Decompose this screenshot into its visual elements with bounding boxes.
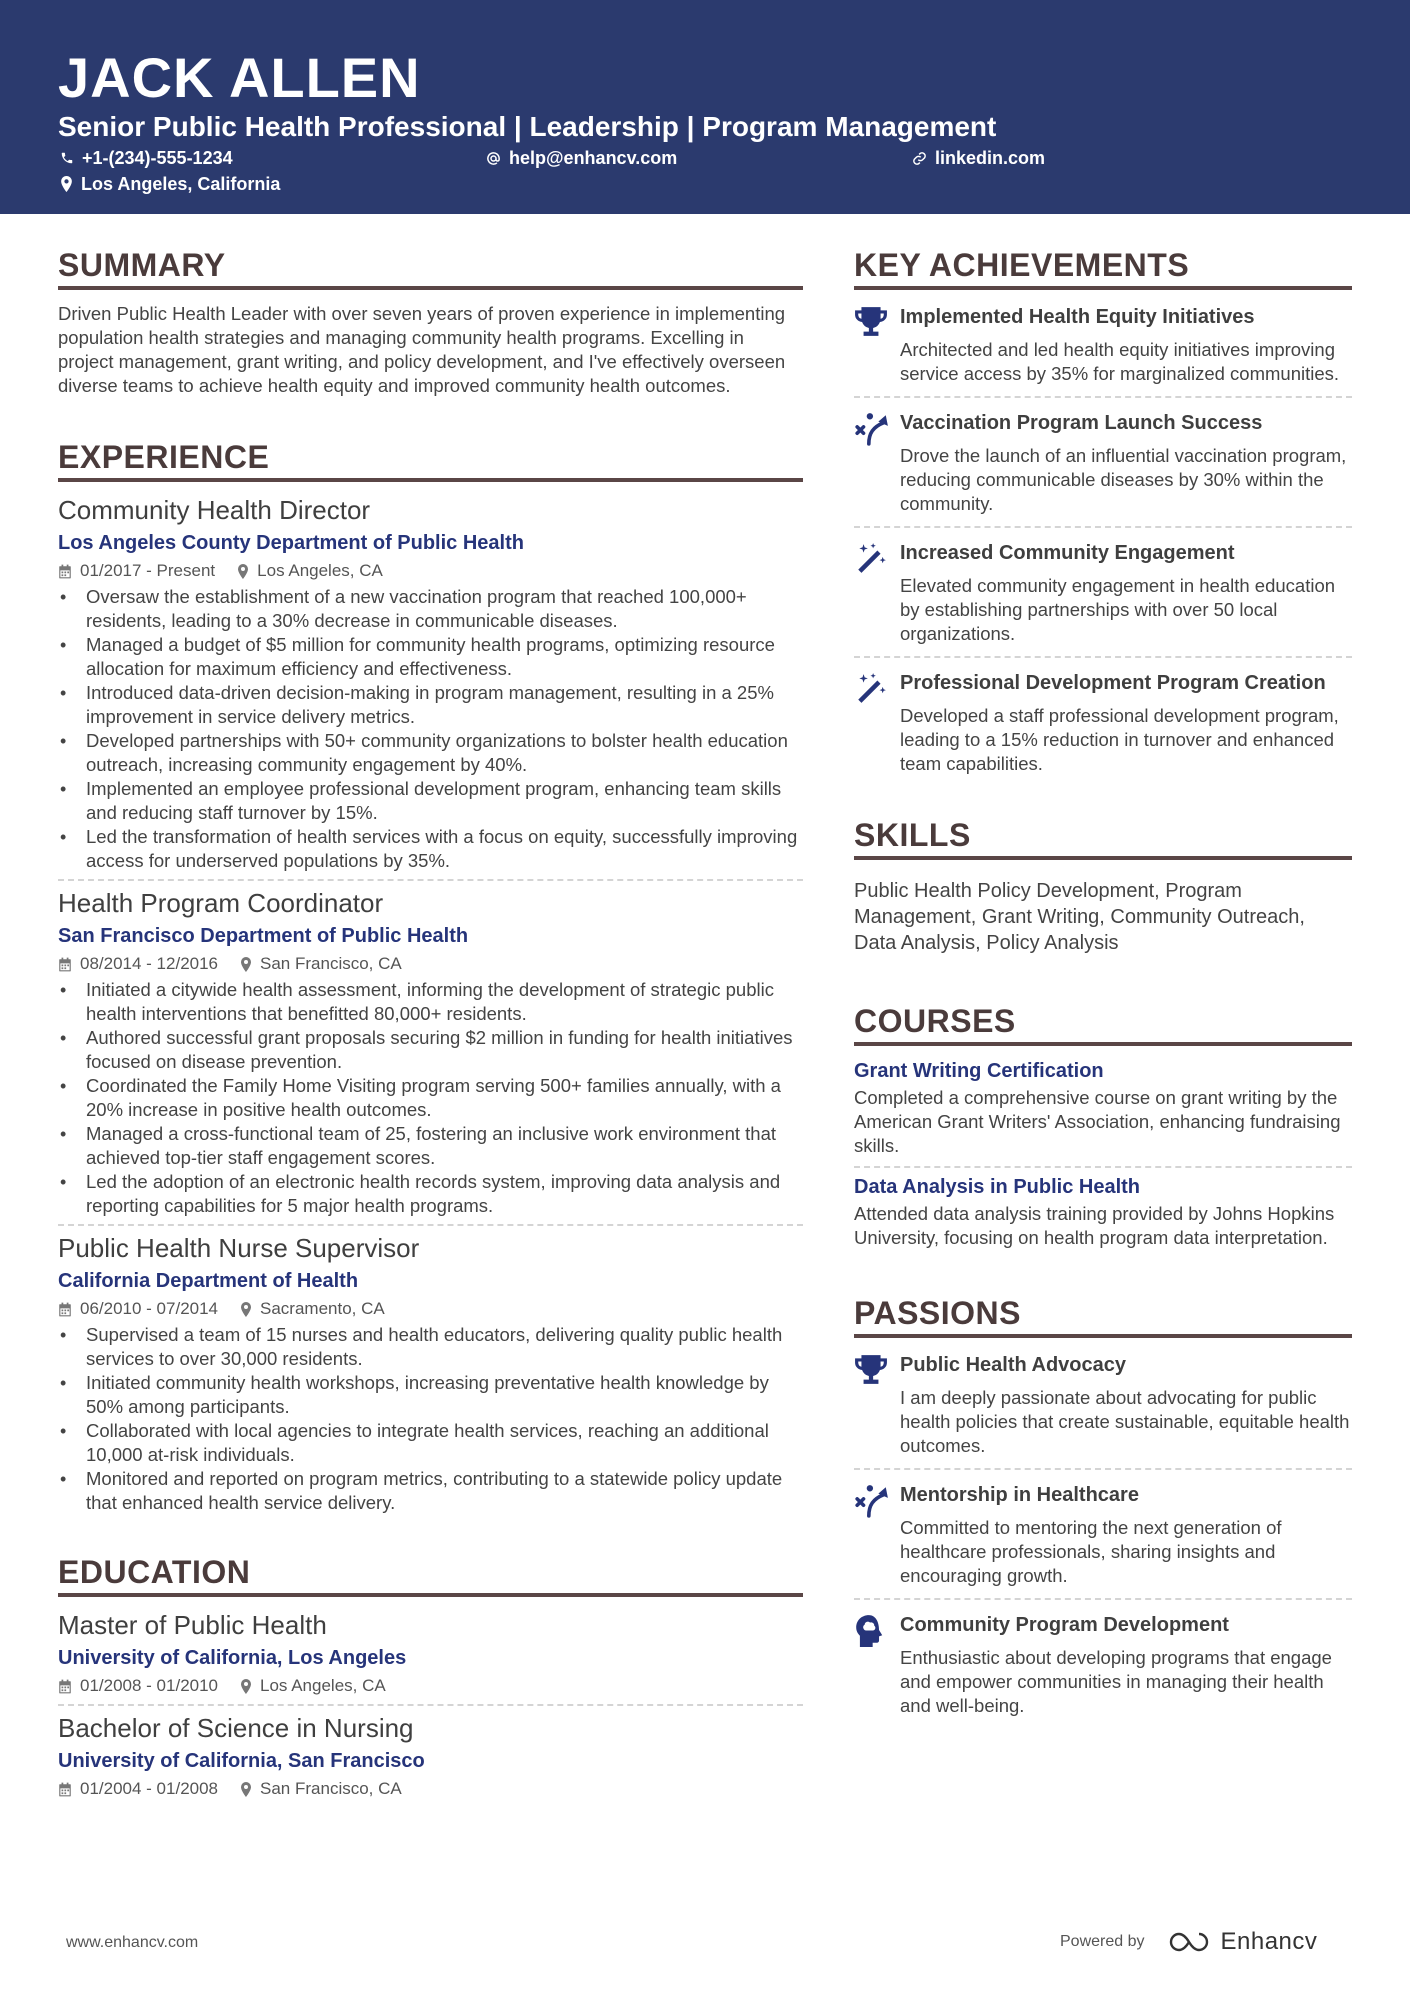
passion-title: Community Program Development — [900, 1614, 1229, 1636]
job-title: Public Health Nurse Supervisor — [58, 1233, 420, 1263]
experience-entry — [58, 494, 803, 873]
degree-title: Bachelor of Science in Nursing — [58, 1713, 414, 1743]
summary-heading: SUMMARY — [58, 246, 803, 290]
brand-logo[interactable] — [1169, 1928, 1318, 1956]
bullet-item: • Monitored and reported on program metrics, contributing to a statewide policy update that enhanced health service delivery. — [58, 1467, 803, 1515]
achievement-item — [854, 292, 1352, 398]
school-name: University of California, San Francisco — [58, 1750, 425, 1772]
calendar-icon — [58, 1679, 72, 1694]
achievement-text: Architected and led health equity initiatives improving service access by 35% for marginalized communities. — [900, 339, 1340, 384]
education-dates: 01/2008 - 01/2010 — [80, 1676, 219, 1695]
education-meta — [58, 1674, 803, 1698]
passions-list — [854, 1340, 1352, 1728]
bullet-item: • Managed a budget of $5 million for community health programs, optimizing resource allocation for maximum efficiency and effectiveness. — [58, 633, 803, 681]
job-bullets — [58, 1323, 803, 1515]
course-title: Grant Writing Certification — [854, 1060, 1104, 1082]
divider — [58, 879, 803, 881]
achievement-item — [854, 398, 1352, 528]
skills-text: Public Health Policy Development, Program Management, Grant Writing, Community Outreach, Data Analysis, Policy Analysis — [854, 880, 1305, 954]
bullet-item: • Supervised a team of 15 nurses and health educators, delivering quality public health services to over 30,000 residents. — [58, 1323, 803, 1371]
job-location: Sacramento, CA — [260, 1299, 385, 1318]
bullet-item: • Developed partnerships with 50+ community organizations to bolster health education outreach, increasing community engagement by 40%. — [58, 729, 803, 777]
left-column — [58, 246, 803, 1801]
job-location: San Francisco, CA — [260, 954, 402, 973]
bullet-item: • Led the transformation of health services with a focus on equity, successfully improving access for underserved populations by 35%. — [58, 825, 803, 873]
trophy-icon — [854, 306, 888, 338]
bullet-item: • Initiated community health workshops, increasing preventative health knowledge by 50% among participants. — [58, 1371, 803, 1419]
calendar-icon — [58, 1782, 72, 1797]
job-title: Community Health Director — [58, 495, 371, 525]
contact-phone[interactable] — [60, 146, 233, 170]
bullet-item: • Led the adoption of an electronic health records system, improving data analysis and reporting capabilities for 5 major health programs. — [58, 1170, 803, 1218]
achievement-title: Increased Community Engagement — [900, 542, 1235, 564]
company-name: Los Angeles County Department of Public Health — [58, 532, 524, 554]
at-icon — [486, 151, 501, 166]
location-text: Los Angeles, California — [81, 174, 281, 194]
location-pin-icon — [240, 1679, 252, 1694]
strategy-icon — [854, 1484, 890, 1518]
achievement-text: Drove the launch of an influential vaccination program, reducing communicable diseases by 30% within the community. — [900, 445, 1347, 514]
achievement-text: Developed a staff professional development program, leading to a 15% reduction in turnover and enhanced team capabilities. — [900, 705, 1339, 774]
headline: Senior Public Health Professional | Leadership | Program Management — [58, 111, 997, 142]
degree-title: Master of Public Health — [58, 1610, 327, 1640]
passion-item — [854, 1470, 1352, 1600]
job-dates: 01/2017 - Present — [80, 561, 216, 580]
location-pin-icon — [240, 1302, 252, 1317]
location-pin-icon — [60, 176, 73, 192]
phone-text: +1-(234)-555-1234 — [82, 148, 233, 168]
courses-list — [854, 1052, 1352, 1258]
summary-text: Driven Public Health Leader with over seven years of proven experience in implementing population health strategies and managing community health programs. Excelling in project management, grant writing, and policy development, and I've effectively overseen diverse teams to achieve health equity and improved community health outcomes. — [58, 303, 786, 396]
school-name: University of California, Los Angeles — [58, 1647, 407, 1669]
job-bullets — [58, 978, 803, 1218]
footer-branding — [1060, 1928, 1317, 1956]
job-title: Health Program Coordinator — [58, 888, 384, 918]
education-entry — [58, 1609, 803, 1698]
phone-icon — [60, 151, 74, 165]
location-pin-icon — [240, 957, 252, 972]
passion-text: I am deeply passionate about advocating for public health policies that create sustainable, equitable health outcomes. — [900, 1387, 1350, 1456]
calendar-icon — [58, 1302, 72, 1317]
job-meta — [58, 1297, 803, 1321]
achievements-list — [854, 292, 1352, 786]
bullet-item: • Collaborated with local agencies to integrate health services, reaching an additional 10,000 at-risk individuals. — [58, 1419, 803, 1467]
bullet-item: • Coordinated the Family Home Visiting program serving 500+ families annually, with a 20% increase in positive health outcomes. — [58, 1074, 803, 1122]
skills-heading: SKILLS — [854, 816, 1352, 860]
job-dates: 08/2014 - 12/2016 — [80, 954, 219, 973]
divider — [58, 1224, 803, 1226]
head-brain-icon — [854, 1614, 886, 1648]
strategy-icon — [854, 412, 890, 446]
achievement-title: Vaccination Program Launch Success — [900, 412, 1263, 434]
bullet-item: • Introduced data-driven decision-making in program management, resulting in a 25% improvement in service delivery metrics. — [58, 681, 803, 729]
experience-entry — [58, 887, 803, 1218]
achievements-heading: KEY ACHIEVEMENTS — [854, 246, 1352, 290]
education-entry — [58, 1712, 803, 1801]
education-heading: EDUCATION — [58, 1553, 803, 1597]
enhancv-logo-icon — [1169, 1931, 1213, 1953]
job-meta — [58, 559, 803, 583]
course-text: Attended data analysis training provided by Johns Hopkins University, focusing on health program data interpretation. — [854, 1203, 1335, 1248]
contact-location — [60, 172, 280, 196]
trophy-icon — [854, 1354, 888, 1386]
achievement-title: Implemented Health Equity Initiatives — [900, 306, 1255, 328]
bullet-item: • Managed a cross-functional team of 25, fostering an inclusive work environment that achieved top-tier staff engagement scores. — [58, 1122, 803, 1170]
experience-entry — [58, 1232, 803, 1515]
powered-by-text: Powered by — [1060, 1933, 1145, 1950]
location-pin-icon — [237, 564, 249, 579]
education-dates: 01/2004 - 01/2008 — [80, 1779, 219, 1798]
passion-item — [854, 1600, 1352, 1728]
education-location: Los Angeles, CA — [260, 1676, 386, 1695]
location-pin-icon — [240, 1782, 252, 1797]
right-column — [854, 246, 1352, 1728]
passion-title: Public Health Advocacy — [900, 1354, 1126, 1376]
education-meta — [58, 1777, 803, 1801]
footer-website[interactable]: www.enhancv.com — [66, 1934, 199, 1951]
achievement-title: Professional Development Program Creation — [900, 672, 1326, 694]
bullet-item: • Initiated a citywide health assessment, informing the development of strategic public health interventions that benefitted 80,000+ residents. — [58, 978, 803, 1026]
courses-heading: COURSES — [854, 1002, 1352, 1046]
email-text: help@enhancv.com — [509, 148, 678, 168]
bullet-item: • Implemented an employee professional development program, enhancing team skills and reducing staff turnover by 15%. — [58, 777, 803, 825]
job-location: Los Angeles, CA — [257, 561, 383, 580]
passion-text: Enthusiastic about developing programs that engage and empower communities in managing their health and well-being. — [900, 1647, 1332, 1716]
linkedin-text: linkedin.com — [935, 148, 1046, 168]
achievement-item — [854, 658, 1352, 786]
divider — [58, 1704, 803, 1706]
brand-name: Enhancv — [1220, 1928, 1318, 1955]
course-title: Data Analysis in Public Health — [854, 1176, 1141, 1198]
job-bullets — [58, 585, 803, 873]
course-item — [854, 1052, 1352, 1168]
experience-heading: EXPERIENCE — [58, 438, 803, 482]
achievement-text: Elevated community engagement in health education by establishing partnerships with over 50 local organizations. — [900, 575, 1336, 644]
calendar-icon — [58, 957, 72, 972]
achievement-item — [854, 528, 1352, 658]
company-name: California Department of Health — [58, 1270, 359, 1292]
resume-header — [0, 0, 1410, 214]
contact-linkedin[interactable] — [912, 146, 1045, 170]
magic-wand-icon — [854, 542, 888, 576]
course-text: Completed a comprehensive course on grant writing by the American Grant Writers' Association, enhancing fundraising skills. — [854, 1087, 1341, 1156]
company-name: San Francisco Department of Public Health — [58, 925, 469, 947]
passion-title: Mentorship in Healthcare — [900, 1484, 1139, 1506]
bullet-item: • Oversaw the establishment of a new vaccination program that reached 100,000+ residents, leading to a 30% decrease in communicable diseases. — [58, 585, 803, 633]
passion-text: Committed to mentoring the next generation of healthcare professionals, sharing insights and encouraging growth. — [900, 1517, 1282, 1586]
calendar-icon — [58, 564, 72, 579]
contact-email[interactable] — [486, 146, 677, 170]
link-icon — [912, 151, 927, 166]
bullet-item: • Authored successful grant proposals securing $2 million in funding for health initiatives focused on disease prevention. — [58, 1026, 803, 1074]
education-location: San Francisco, CA — [260, 1779, 402, 1798]
passion-item — [854, 1340, 1352, 1470]
magic-wand-icon — [854, 672, 888, 706]
passions-heading: PASSIONS — [854, 1294, 1352, 1338]
job-meta — [58, 952, 803, 976]
job-dates: 06/2010 - 07/2014 — [80, 1299, 219, 1318]
candidate-name: JACK ALLEN — [58, 46, 421, 109]
course-item — [854, 1168, 1352, 1258]
